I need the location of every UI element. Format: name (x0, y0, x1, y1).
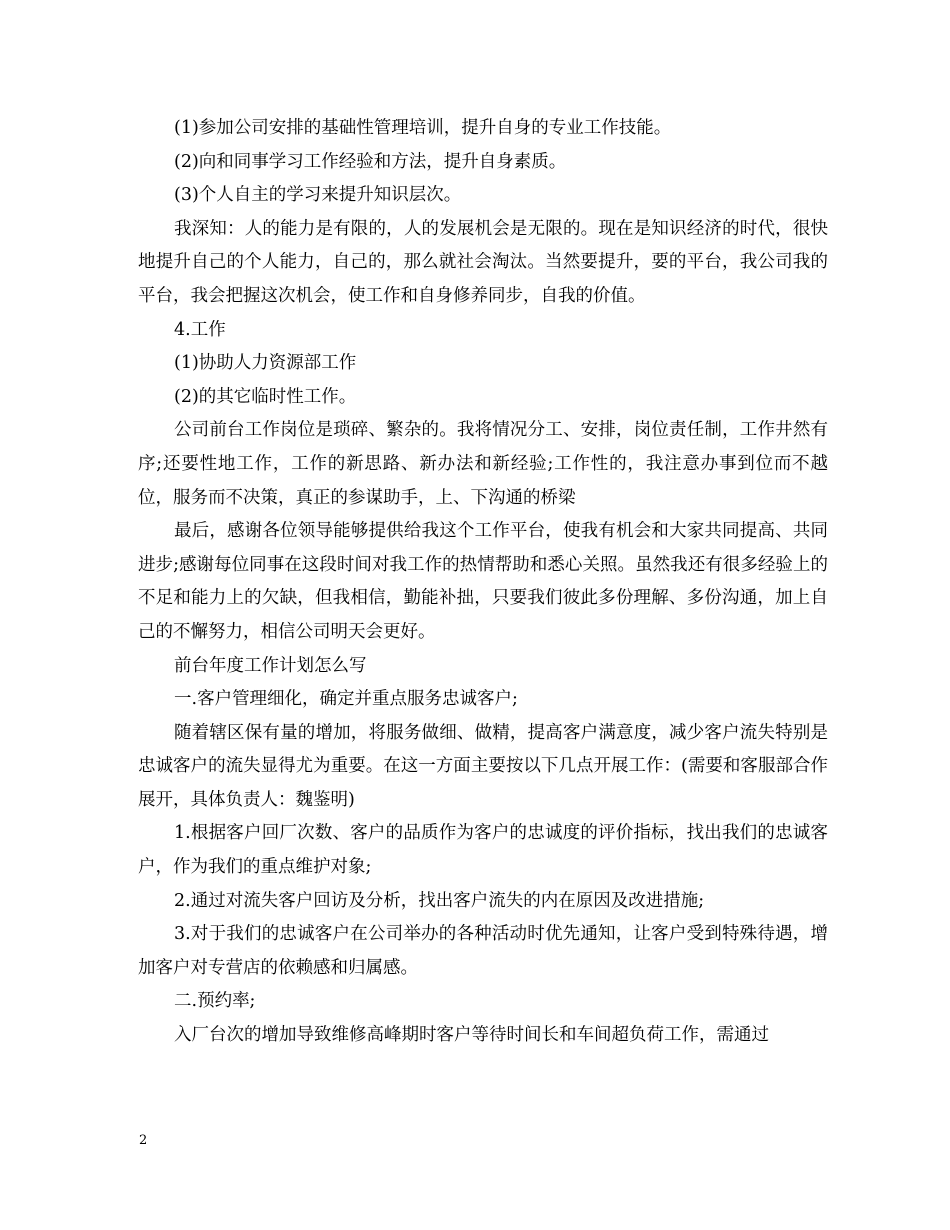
paragraph-training: (1)参加公司安排的基础性管理培训，提升自身的专业工作技能。 (174, 118, 672, 138)
paragraph-temporary-work: (2)的其它临时性工作。 (174, 386, 357, 407)
paragraph-assist-hr: (1)协助人力资源部工作 (174, 353, 357, 374)
paragraph-appointment: 入厂台次的增加导致维修高峰期时客户等待时间长和车间超负荷工作，需通过 (174, 1025, 769, 1046)
paragraph-learn-colleagues: (2)向和同事学习工作经验和方法，提升自身素质。 (174, 151, 567, 172)
heading-annual-plan: 前台年度工作计划怎么写 (174, 655, 367, 676)
page-number: 2 (139, 1133, 148, 1148)
list-item-2: 2.通过对流失客户回访及分析，找出客户流失的内在原因及改进措施; (174, 890, 705, 911)
paragraph-front-desk-role: 公司前台工作岗位是琐碎、繁杂的。我将情况分工、安排，岗位责任制，工作井然有序;还要性地工作，工作的新思路、新办法和新经验;工作性的，我注意办事到位而不越位，服务而不决策，真正的参谋助手，上、下沟通的桥梁 (138, 420, 828, 508)
paragraph-self-study: (3)个人自主的学习来提升知识层次。 (174, 185, 462, 206)
list-item-1: 1.根据客户回厂次数、客户的品质作为客户的忠诚度的评价指标，找出我们的忠诚客户，作为我们的重点维护对象; (138, 823, 828, 878)
paragraph-customer-retention: 随着辖区保有量的增加，将服务做细、做精，提高客户满意度，减少客户流失特别是忠诚客户的流失显得尤为重要。在这一方面主要按以下几点开展工作：(需要和客服部合作展开，具体负责人：魏鉴明) (138, 722, 828, 810)
heading-appointment-rate: 二.预约率; (174, 991, 256, 1012)
heading-work: 4.工作 (174, 319, 226, 340)
paragraph-thanks: 最后，感谢各位领导能够提供给我这个工作平台，使我有机会和大家共同提高、共同进步;感谢每位同事在这段时间对我工作的热情帮助和悉心关照。虽然我还有很多经验上的不足和能力上的欠缺，但我相信，勤能补拙，只要我们彼此多份理解、多份沟通，加上自己的不懈努力，相信公司明天会更好。 (138, 521, 828, 642)
heading-customer-management: 一.客户管理细化，确定并重点服务忠诚客户; (174, 689, 518, 710)
document-body (138, 112, 828, 1053)
paragraph-knowledge-economy: 我深知：人的能力是有限的，人的发展机会是无限的。现在是知识经济的时代，很快地提升自己的个人能力，自己的，那么就社会淘汰。当然要提升，要的平台，我公司我的平台，我会把握这次机会，使工作和自身修养同步，自我的价值。 (138, 218, 828, 306)
list-item-3: 3.对于我们的忠诚客户在公司举办的各种活动时优先通知，让客户受到特殊待遇，增加客户对专营店的依赖感和归属感。 (138, 924, 828, 978)
